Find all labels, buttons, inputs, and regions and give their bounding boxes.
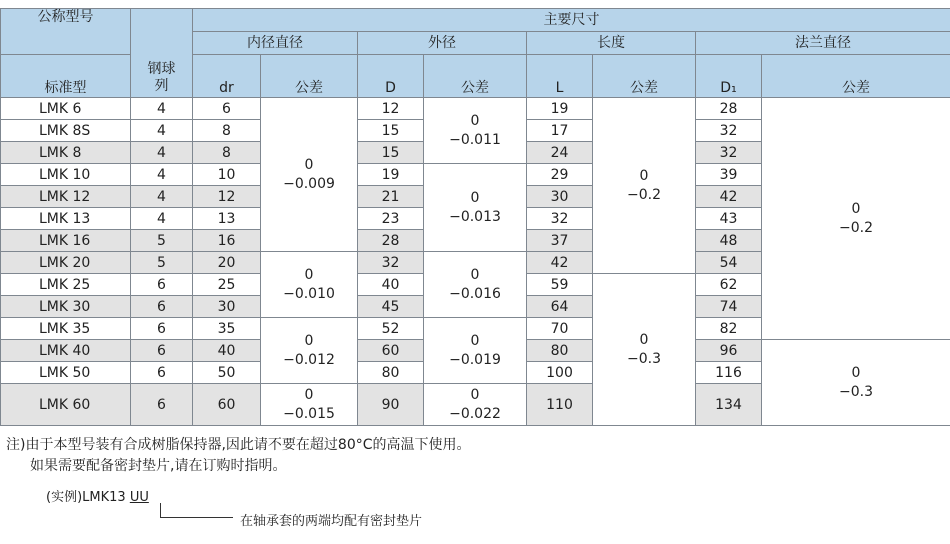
example-suffix: UU xyxy=(129,490,149,505)
header-inner-diameter: 内径直径 xyxy=(193,32,358,55)
D-cell: 80 xyxy=(358,362,424,384)
dr-cell: 30 xyxy=(193,296,261,318)
model-cell: LMK 13 xyxy=(1,208,131,230)
tolerance-upper: 0 xyxy=(304,156,314,173)
D1-cell: 116 xyxy=(696,362,762,384)
D-tolerance-cell xyxy=(424,164,527,252)
tolerance-upper: 0 xyxy=(470,266,480,283)
balls-cell: 6 xyxy=(131,384,193,426)
header-ball-rows xyxy=(131,9,193,98)
D-cell: 15 xyxy=(358,142,424,164)
dr-cell: 16 xyxy=(193,230,261,252)
model-cell: LMK 16 xyxy=(1,230,131,252)
L-cell: 70 xyxy=(527,318,593,340)
D-tolerance-cell xyxy=(424,384,527,426)
example-prefix: (实例)LMK13 xyxy=(46,490,130,505)
D-cell: 40 xyxy=(358,274,424,296)
balls-cell: 5 xyxy=(131,252,193,274)
tolerance-upper: 0 xyxy=(470,332,480,349)
D-cell: 21 xyxy=(358,186,424,208)
header-D-tolerance: 公差 xyxy=(424,55,527,98)
L-cell: 59 xyxy=(527,274,593,296)
model-cell: LMK 6 xyxy=(1,98,131,120)
balls-cell: 6 xyxy=(131,274,193,296)
header-D1-tolerance: 公差 xyxy=(762,55,950,98)
header-L-tolerance: 公差 xyxy=(593,55,696,98)
note-line-1: 注)由于本型号装有合成树脂保持器,因此请不要在超过80°C的高温下使用。 xyxy=(6,437,471,453)
model-cell: LMK 60 xyxy=(1,384,131,426)
model-cell: LMK 25 xyxy=(1,274,131,296)
D-cell: 15 xyxy=(358,120,424,142)
L-tolerance-cell xyxy=(593,98,696,274)
balls-cell: 4 xyxy=(131,208,193,230)
tolerance-lower: −0.019 xyxy=(449,351,501,368)
tolerance-upper: 0 xyxy=(304,332,314,349)
balls-cell: 5 xyxy=(131,230,193,252)
tolerance-upper: 0 xyxy=(639,167,649,184)
D-cell: 12 xyxy=(358,98,424,120)
dr-tolerance-cell xyxy=(261,98,358,252)
callout-text: 在轴承套的两端均配有密封垫片 xyxy=(240,514,423,529)
D-cell: 45 xyxy=(358,296,424,318)
tolerance-lower: −0.011 xyxy=(449,131,501,148)
D1-cell: 82 xyxy=(696,318,762,340)
dr-cell: 40 xyxy=(193,340,261,362)
dr-tolerance-cell xyxy=(261,318,358,384)
D-tolerance-cell xyxy=(424,252,527,318)
tolerance-lower: −0.010 xyxy=(283,285,335,302)
L-cell: 42 xyxy=(527,252,593,274)
header-ball-rows-line2: 列 xyxy=(154,78,169,94)
L-cell: 32 xyxy=(527,208,593,230)
tolerance-upper: 0 xyxy=(851,200,861,217)
dr-cell: 25 xyxy=(193,274,261,296)
tolerance-lower: −0.016 xyxy=(449,285,501,302)
note-line-2: 如果需要配备密封垫片,请在订购时指明。 xyxy=(30,458,287,474)
D1-cell: 54 xyxy=(696,252,762,274)
callout-leader-line xyxy=(160,503,233,518)
balls-cell: 4 xyxy=(131,142,193,164)
tolerance-upper: 0 xyxy=(470,189,480,206)
model-cell: LMK 30 xyxy=(1,296,131,318)
header-outer-diameter: 外径 xyxy=(358,32,527,55)
header-standard-type: 标准型 xyxy=(1,55,131,98)
L-cell: 19 xyxy=(527,98,593,120)
header-D: D xyxy=(358,55,424,98)
L-cell: 64 xyxy=(527,296,593,318)
header-dr: dr xyxy=(193,55,261,98)
D-cell: 60 xyxy=(358,340,424,362)
D1-cell: 96 xyxy=(696,340,762,362)
header-flange-diameter: 法兰直径 xyxy=(696,32,950,55)
tolerance-lower: −0.013 xyxy=(449,208,501,225)
model-cell: LMK 8S xyxy=(1,120,131,142)
tolerance-lower: −0.3 xyxy=(839,383,873,400)
D1-tolerance-cell xyxy=(762,340,950,426)
dr-cell: 13 xyxy=(193,208,261,230)
dr-cell: 6 xyxy=(193,98,261,120)
D-cell: 19 xyxy=(358,164,424,186)
L-cell: 100 xyxy=(527,362,593,384)
D-cell: 28 xyxy=(358,230,424,252)
D1-cell: 42 xyxy=(696,186,762,208)
model-cell: LMK 40 xyxy=(1,340,131,362)
dr-cell: 50 xyxy=(193,362,261,384)
D1-cell: 43 xyxy=(696,208,762,230)
header-L: L xyxy=(527,55,593,98)
D1-cell: 39 xyxy=(696,164,762,186)
dr-cell: 20 xyxy=(193,252,261,274)
balls-cell: 4 xyxy=(131,186,193,208)
tolerance-lower: −0.022 xyxy=(449,405,501,422)
header-dr-tolerance: 公差 xyxy=(261,55,358,98)
balls-cell: 4 xyxy=(131,164,193,186)
L-cell: 80 xyxy=(527,340,593,362)
tolerance-upper: 0 xyxy=(851,364,861,381)
D-cell: 32 xyxy=(358,252,424,274)
dr-cell: 60 xyxy=(193,384,261,426)
D1-cell: 62 xyxy=(696,274,762,296)
L-cell: 37 xyxy=(527,230,593,252)
D-tolerance-cell xyxy=(424,98,527,164)
D-tolerance-cell xyxy=(424,318,527,384)
dr-cell: 8 xyxy=(193,120,261,142)
tolerance-lower: −0.3 xyxy=(627,350,661,367)
tolerance-lower: −0.015 xyxy=(283,405,335,422)
model-cell: LMK 50 xyxy=(1,362,131,384)
dr-cell: 8 xyxy=(193,142,261,164)
tolerance-upper: 0 xyxy=(470,386,480,403)
L-cell: 30 xyxy=(527,186,593,208)
D1-cell: 32 xyxy=(696,120,762,142)
model-cell: LMK 8 xyxy=(1,142,131,164)
balls-cell: 6 xyxy=(131,362,193,384)
dr-cell: 12 xyxy=(193,186,261,208)
example-line xyxy=(46,486,149,505)
tolerance-lower: −0.009 xyxy=(283,175,335,192)
tolerance-upper: 0 xyxy=(304,386,314,403)
notes xyxy=(6,435,471,477)
header-nominal-model: 公称型号 xyxy=(1,9,131,55)
header-D1: D₁ xyxy=(696,55,762,98)
D1-cell: 74 xyxy=(696,296,762,318)
tolerance-upper: 0 xyxy=(304,266,314,283)
D-cell: 23 xyxy=(358,208,424,230)
D1-cell: 32 xyxy=(696,142,762,164)
model-cell: LMK 35 xyxy=(1,318,131,340)
D1-tolerance-cell xyxy=(762,98,950,340)
dr-tolerance-cell xyxy=(261,252,358,318)
header-length: 长度 xyxy=(527,32,696,55)
header-ball-rows-line1: 钢球 xyxy=(147,61,176,77)
L-cell: 29 xyxy=(527,164,593,186)
tolerance-lower: −0.012 xyxy=(283,351,335,368)
model-cell: LMK 10 xyxy=(1,164,131,186)
model-cell: LMK 12 xyxy=(1,186,131,208)
L-tolerance-cell xyxy=(593,274,696,426)
L-cell: 110 xyxy=(527,384,593,426)
D-cell: 90 xyxy=(358,384,424,426)
tolerance-lower: −0.2 xyxy=(839,219,873,236)
tolerance-upper: 0 xyxy=(639,331,649,348)
D1-cell: 28 xyxy=(696,98,762,120)
balls-cell: 4 xyxy=(131,98,193,120)
L-cell: 24 xyxy=(527,142,593,164)
L-cell: 17 xyxy=(527,120,593,142)
D-cell: 52 xyxy=(358,318,424,340)
header-main-dimensions: 主要尺寸 xyxy=(193,9,950,32)
D1-cell: 134 xyxy=(696,384,762,426)
dr-cell: 10 xyxy=(193,164,261,186)
balls-cell: 6 xyxy=(131,318,193,340)
D1-cell: 48 xyxy=(696,230,762,252)
balls-cell: 6 xyxy=(131,296,193,318)
tolerance-upper: 0 xyxy=(470,112,480,129)
model-cell: LMK 20 xyxy=(1,252,131,274)
table-row xyxy=(1,98,950,120)
tolerance-lower: −0.2 xyxy=(627,186,661,203)
specification-table xyxy=(0,8,950,426)
balls-cell: 6 xyxy=(131,340,193,362)
dr-cell: 35 xyxy=(193,318,261,340)
balls-cell: 4 xyxy=(131,120,193,142)
dr-tolerance-cell xyxy=(261,384,358,426)
